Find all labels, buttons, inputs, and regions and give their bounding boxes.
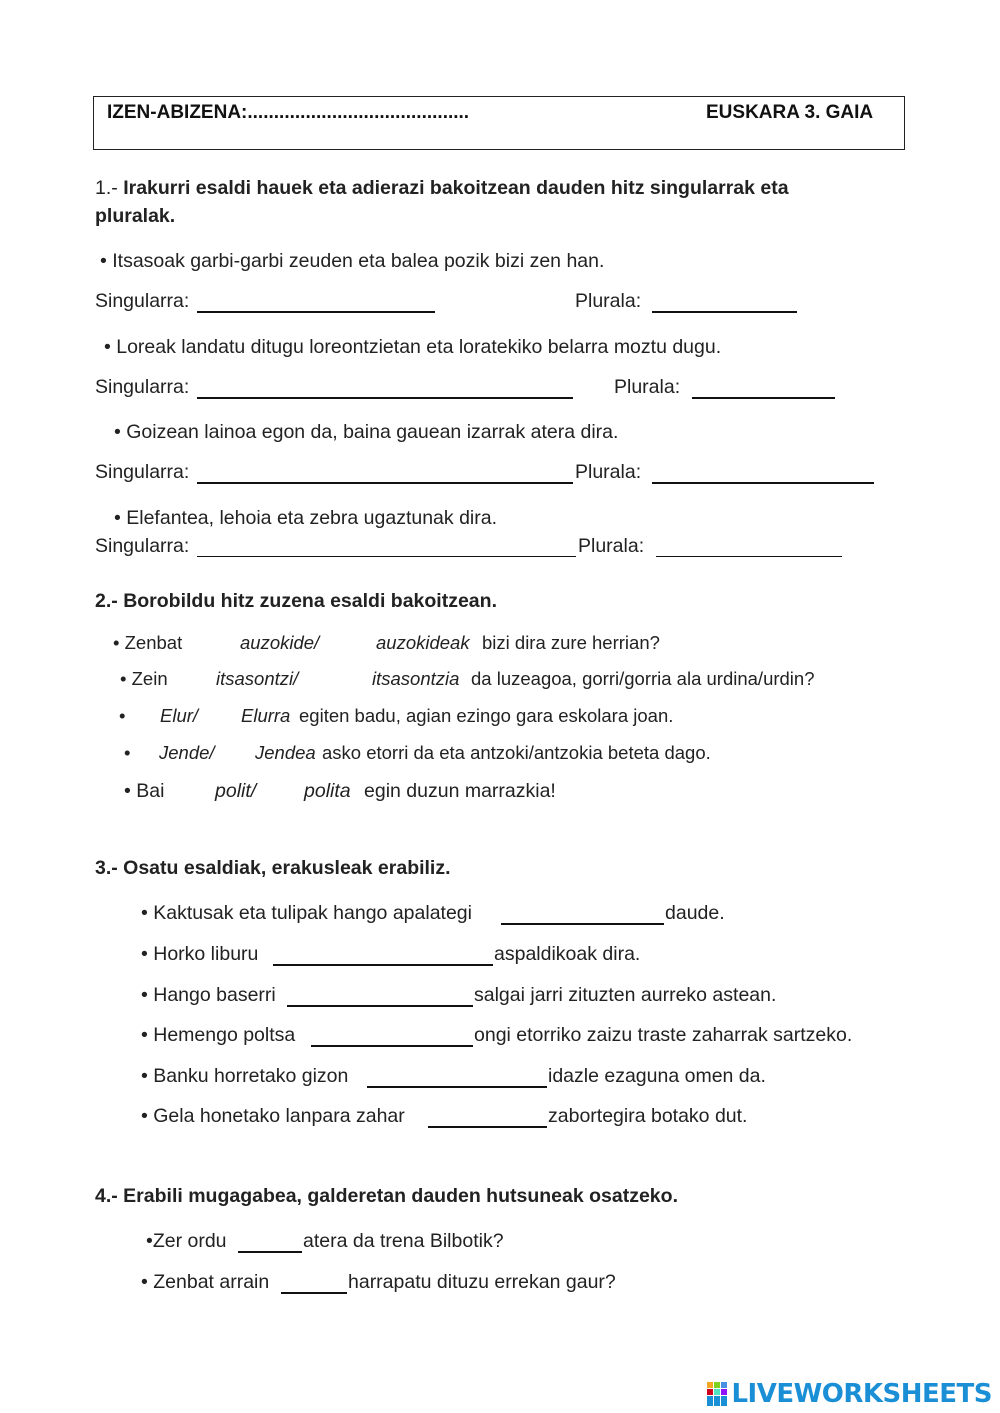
exercise1-sentence: • Loreak landatu ditugu loreontzietan eta loratekiko belarra moztu dugu. — [104, 336, 722, 358]
singular-answer-line[interactable] — [197, 556, 576, 557]
subject-label: EUSKARA 3. GAIA — [706, 102, 874, 123]
name-label: IZEN-ABIZENA:.......................................... — [107, 102, 470, 123]
word-option[interactable]: itsasontzia — [372, 668, 460, 689]
exercise2-item-bullet: • Zein — [120, 668, 168, 689]
singular-answer-line[interactable] — [197, 482, 573, 484]
fill-blank-line[interactable] — [273, 964, 493, 966]
liveworksheets-logo-icon — [707, 1382, 727, 1406]
singular-label: Singularra: — [95, 376, 190, 398]
liveworksheets-brand — [707, 1378, 992, 1410]
exercise2-item-text: egiten badu, agian ezingo gara eskolara joan. — [299, 705, 674, 726]
fill-blank-line[interactable] — [281, 1292, 347, 1294]
exercise3-item-end: zabortegira botako dut. — [548, 1105, 748, 1127]
exercise3-item-start: • Hemengo poltsa — [141, 1024, 296, 1046]
singular-label: Singularra: — [95, 290, 190, 312]
plural-answer-line[interactable] — [652, 311, 797, 313]
exercise1-title — [95, 177, 789, 200]
exercise1-sentence: • Goizean lainoa egon da, baina gauean izarrak atera dira. — [114, 421, 619, 443]
exercise2-item-bullet: • — [124, 742, 131, 763]
singular-answer-line[interactable] — [197, 397, 573, 399]
exercise2-item-bullet: • Zenbat — [113, 632, 183, 653]
word-option[interactable]: itsasontzi/ — [216, 668, 299, 689]
exercise3-item-start: • Hango baserri — [141, 984, 276, 1006]
exercise4-item-start: • Zenbat arrain — [141, 1271, 270, 1293]
exercise4-title: 4.- Erabili mugagabea, galderetan dauden hutsuneak osatzeko. — [95, 1185, 678, 1207]
fill-blank-line[interactable] — [501, 923, 664, 925]
exercise3-item-end: idazle ezaguna omen da. — [548, 1065, 766, 1087]
exercise3-title: 3.- Osatu esaldiak, erakusleak erabiliz. — [95, 857, 451, 879]
word-option[interactable]: Elurra — [241, 705, 291, 726]
exercise1-instruction-line2: pluralak. — [95, 205, 176, 227]
exercise2-item-text: da luzeagoa, gorri/gorria ala urdina/urdin? — [471, 668, 815, 689]
exercise3-item-start: • Banku horretako gizon — [141, 1065, 349, 1087]
word-option[interactable]: Jendea — [255, 742, 316, 763]
fill-blank-line[interactable] — [311, 1045, 473, 1047]
exercise3-item-end: ongi etorriko zaizu traste zaharrak sartzeko. — [474, 1024, 853, 1046]
exercise2-number: 2.- — [95, 590, 118, 612]
fill-blank-line[interactable] — [428, 1126, 547, 1128]
exercise1-number: 1.- — [95, 177, 118, 199]
fill-blank-line[interactable] — [238, 1251, 302, 1253]
singular-label: Singularra: — [95, 535, 190, 557]
exercise3-item-start: • Gela honetako lanpara zahar — [141, 1105, 405, 1127]
word-option[interactable]: Elur/ — [160, 705, 199, 726]
word-option[interactable]: polit/ — [215, 780, 257, 802]
plural-answer-line[interactable] — [652, 482, 874, 484]
plural-answer-line[interactable] — [656, 556, 842, 557]
plural-label: Plurala: — [575, 290, 642, 312]
exercise3-item-end: daude. — [665, 902, 725, 924]
plural-answer-line[interactable] — [692, 397, 835, 399]
exercise2-item-text: asko etorri da eta antzoki/antzokia beteta dago. — [322, 742, 711, 763]
exercise3-item-start: • Kaktusak eta tulipak hango apalategi — [141, 902, 472, 924]
plural-label: Plurala: — [575, 461, 642, 483]
exercise4-item-end: atera da trena Bilbotik? — [303, 1230, 504, 1252]
word-option[interactable]: auzokideak — [376, 632, 470, 653]
exercise2-title — [95, 590, 497, 613]
word-option[interactable]: auzokide/ — [240, 632, 320, 653]
plural-label: Plurala: — [578, 535, 645, 557]
singular-answer-line[interactable] — [197, 311, 435, 313]
exercise3-item-end: salgai jarri zituzten aurreko astean. — [474, 984, 777, 1006]
plural-label: Plurala: — [614, 376, 681, 398]
exercise1-instruction: Irakurri esaldi hauek eta adierazi bakoitzean dauden hitz singularrak eta — [123, 177, 789, 199]
fill-blank-line[interactable] — [367, 1086, 547, 1088]
exercise2-instruction: Borobildu hitz zuzena esaldi bakoitzean. — [123, 590, 497, 612]
singular-label: Singularra: — [95, 461, 190, 483]
exercise3-item-end: aspaldikoak dira. — [494, 943, 641, 965]
brand-name: LIVEWORKSHEETS — [731, 1379, 992, 1409]
fill-blank-line[interactable] — [287, 1005, 473, 1007]
exercise4-item-end: harrapatu dituzu errekan gaur? — [348, 1271, 616, 1293]
exercise2-item-bullet: • — [119, 705, 126, 726]
word-option[interactable]: polita — [304, 780, 351, 802]
exercise3-item-start: • Horko liburu — [141, 943, 259, 965]
exercise2-item-text: egin duzun marrazkia! — [364, 780, 556, 802]
exercise4-item-start: •Zer ordu — [146, 1230, 227, 1252]
word-option[interactable]: Jende/ — [159, 742, 215, 763]
exercise2-item-text: bizi dira zure herrian? — [482, 632, 660, 653]
exercise2-item-bullet: • Bai — [124, 780, 165, 802]
exercise1-sentence: • Elefantea, lehoia eta zebra ugaztunak dira. — [114, 507, 498, 529]
exercise1-sentence: • Itsasoak garbi-garbi zeuden eta balea pozik bizi zen han. — [100, 250, 605, 272]
